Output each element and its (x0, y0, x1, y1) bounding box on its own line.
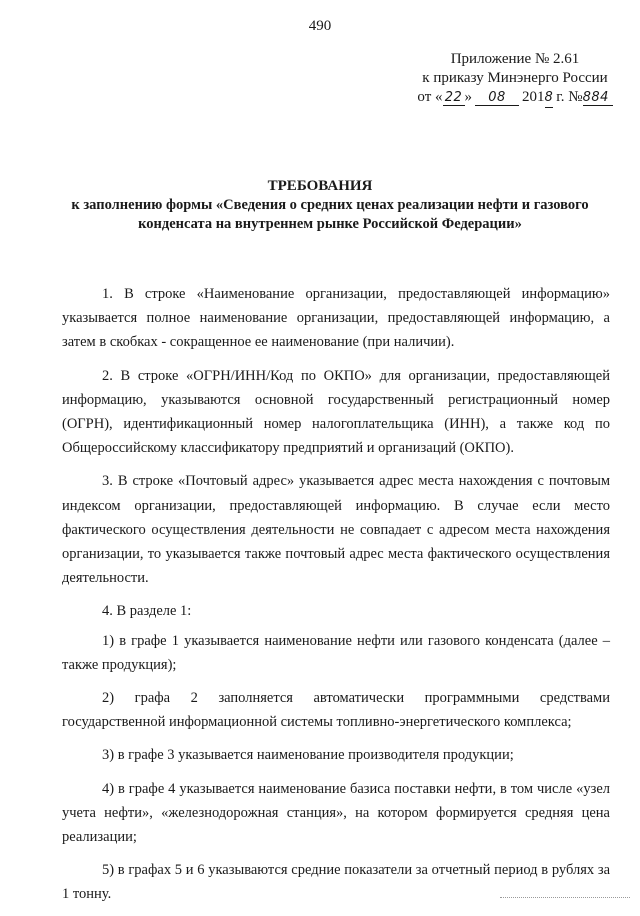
list-item-5: 5) в графах 5 и 6 указываются средние показатели за отчетный период в рублях за 1 тонну. (62, 862, 610, 903)
date-day-close: » (464, 89, 473, 105)
list-item-2: 2) графа 2 заполняется автоматически программными средствами государственной информационной системы топливно-энергетического комплекса; (62, 690, 610, 731)
list-item-3: 3) в графе 3 указывается наименование производителя продукции; (102, 747, 514, 764)
list-item-1: 1) в графе 1 указывается наименование нефти или газового конденсата (далее – также продукция); (62, 632, 610, 673)
paragraph-2: 2. В строке «ОГРН/ИНН/Код по ОКПО» для организации, предоставляющей информацию, указываются основной государственный регистрационный номер (ОГРН), идентификационный номер налогоплательщика (ИНН), а также код по Общероссийскому классификатору предприятий и организаций (ОКПО). (62, 367, 610, 457)
year-suffix: г. № (552, 89, 583, 105)
handwritten-day: 22 (443, 90, 465, 106)
handwritten-year-digit: 8 (545, 88, 553, 108)
year-prefix: 201 (522, 89, 545, 105)
date-prefix: от « (417, 89, 443, 105)
handwritten-month: 08 (475, 90, 519, 106)
document-title: ТРЕБОВАНИЯ (267, 178, 373, 194)
document-subtitle: к заполнению формы «Сведения о средних ценах реализации нефти и газового конденсата на внутреннем рынке Российской Федерации» (71, 197, 589, 232)
appendix-order-ref: к приказу Минэнерго России (422, 70, 608, 86)
scan-edge-marks (500, 897, 630, 901)
paragraph-3: 3. В строке «Почтовый адрес» указывается адрес места нахождения с почтовым индексом организации, предоставляющей информацию. В случае если место фактического осуществления деятельности не совпадает с адресом места нахождения организации, то указывается также почтовый адрес места фактического осуществления деятельности. (62, 473, 610, 587)
appendix-block (405, 50, 625, 108)
handwritten-order-number: 884 (583, 90, 613, 106)
paragraph-4: 4. В разделе 1: (102, 603, 192, 620)
document-body (62, 282, 610, 916)
appendix-title: Приложение № 2.61 (450, 51, 580, 67)
appendix-date-line (405, 88, 625, 108)
list-item-4: 4) в графе 4 указывается наименование базиса поставки нефти, в том числе «узел учета нефти», «железнодорожная станция», на котором формируется средняя цена реализации; (62, 780, 610, 846)
paragraph-1: 1. В строке «Наименование организации, предоставляющей информацию» указывается полное наименование организации, предоставляющей информацию, а затем в скобках - сокращенное ее наименование (при наличии). (62, 286, 610, 351)
page-number: 490 (308, 18, 332, 34)
